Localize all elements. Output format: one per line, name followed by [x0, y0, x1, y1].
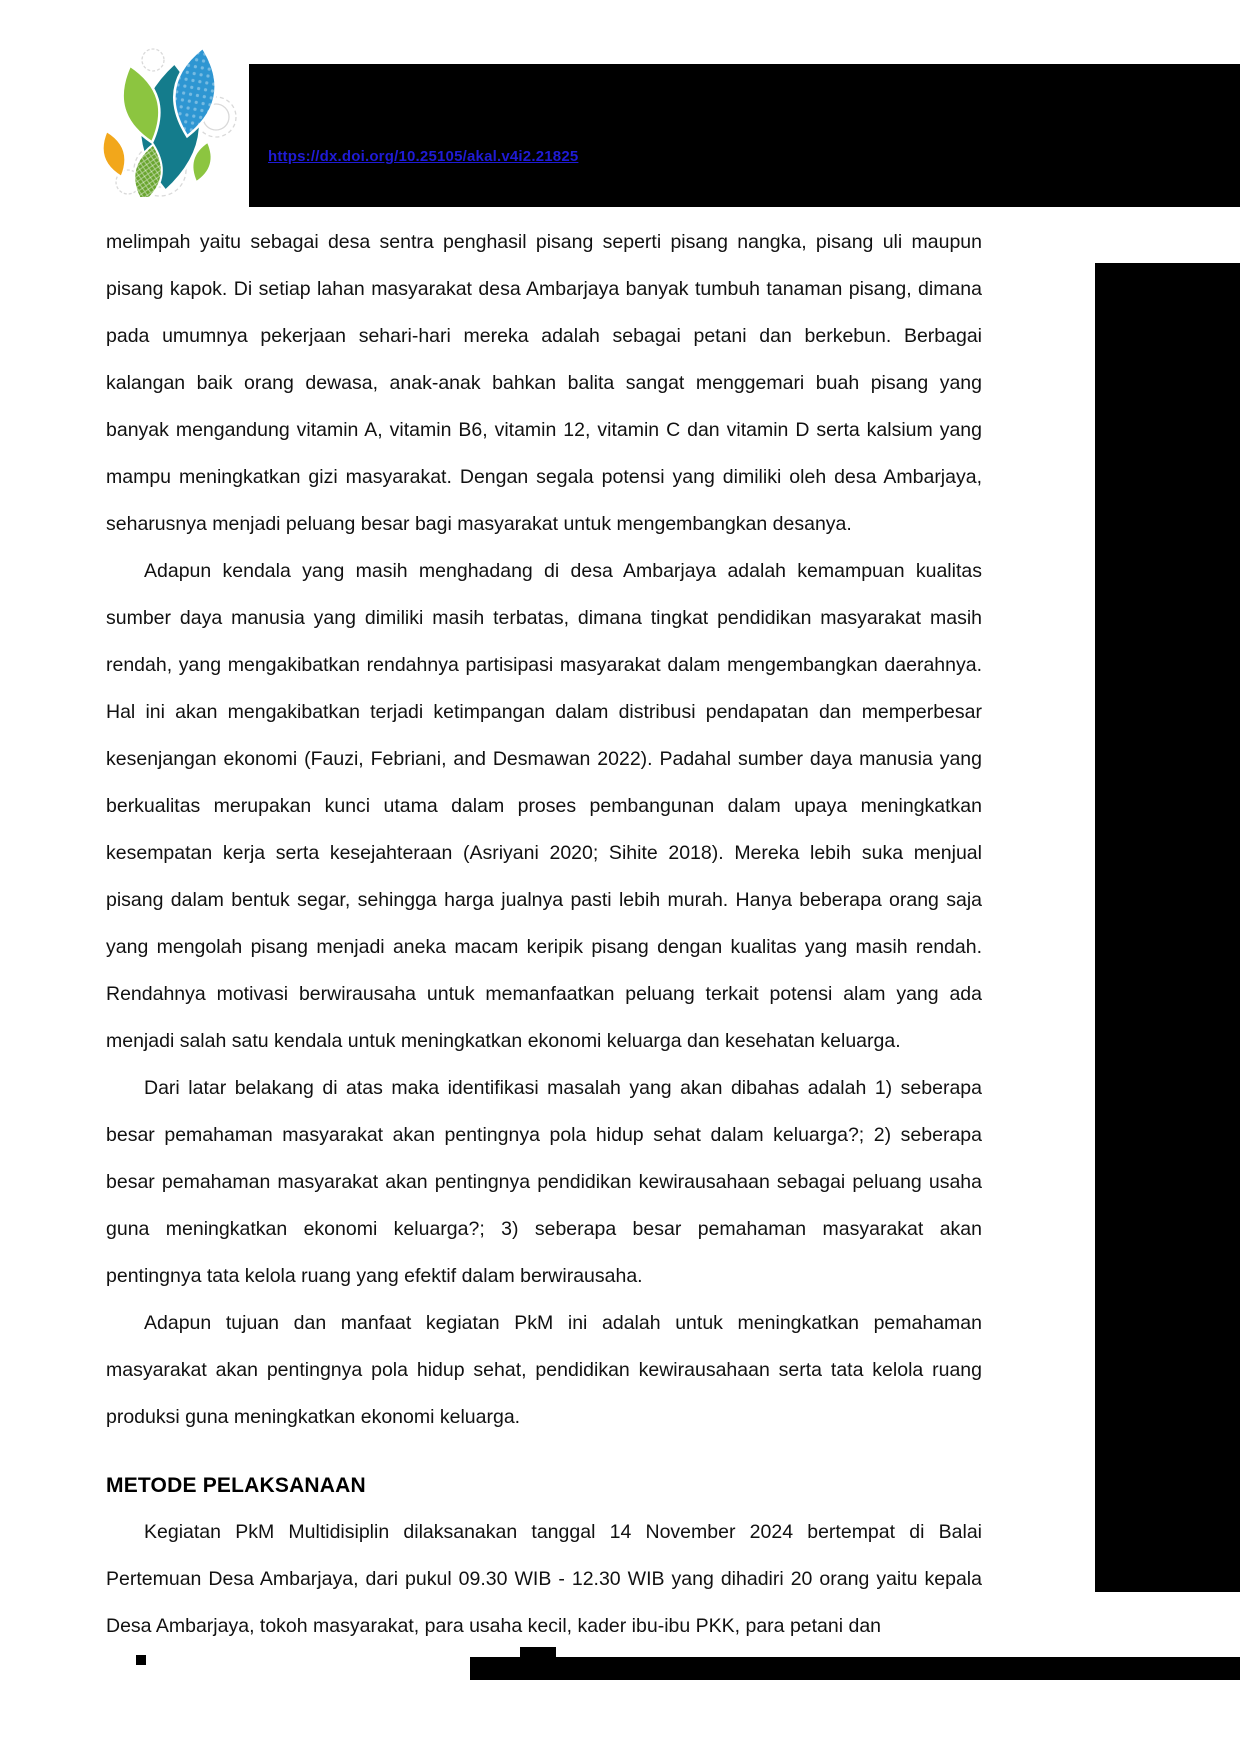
paragraph-kendala: Adapun kendala yang masih menghadang di desa Ambarjaya adalah kemampuan kualitas sumber daya manusia yang dimiliki masih terbatas, dimana tingkat pendidikan masyarakat masih rendah, yang mengakibatkan rendahnya partisipasi masyarakat dalam mengembangkan daerahnya. Hal ini akan mengakibatkan terjadi ketimpangan dalam distribusi pendapatan dan memperbesar kesenjangan ekonomi (Fauzi, Febriani, and Desmawan 2022). Padahal sumber daya manusia yang berkualitas merupakan kunci utama dalam proses pembangunan dalam upaya meningkatkan kesempatan kerja serta kesejahteraan (Asriyani 2020; Sihite 2018). Mereka lebih suka menjual pisang dalam bentuk segar, sehingga harga jualnya pasti lebih murah. Hanya beberapa orang saja yang mengolah pisang menjadi aneka macam keripik pisang dengan kualitas yang masih rendah. Rendahnya motivasi berwirausaha untuk memanfaatkan peluang terkait potensi alam yang ada menjadi salah satu kendala untuk meningkatkan ekonomi keluarga dan kesehatan keluarga.: [106, 560, 982, 1052]
journal-logo-icon: [98, 42, 248, 197]
redaction-bar-bottom: [470, 1657, 1240, 1680]
paragraph-metode: Kegiatan PkM Multidisiplin dilaksanakan tanggal 14 November 2024 bertempat di Balai Pertemuan Desa Ambarjaya, dari pukul 09.30 WIB - 12.30 WIB yang dihadiri 20 orang yaitu kepala Desa Ambarjaya, tokoh masyarakat, para usaha kecil, kader ibu-ibu PKK, para petani dan: [106, 1521, 982, 1637]
footer-mark: [136, 1655, 146, 1665]
leaf-logo-icon: [98, 42, 248, 197]
paragraph-intro-continuation: melimpah yaitu sebagai desa sentra penghasil pisang seperti pisang nangka, pisang uli maupun pisang kapok. Di setiap lahan masyarakat desa Ambarjaya banyak tumbuh tanaman pisang, dimana pada umumnya pekerjaan sehari-hari mereka adalah sebagai petani dan berkebun. Berbagai kalangan baik orang dewasa, anak-anak bahkan balita sangat menggemari buah pisang yang banyak mengandung vitamin A, vitamin B6, vitamin 12, vitamin C dan vitamin D serta kalsium yang mampu meningkatkan gizi masyarakat. Dengan segala potensi yang dimiliki oleh desa Ambarjaya, seharusnya menjadi peluang besar bagi masyarakat untuk mengembangkan desanya.: [106, 231, 982, 535]
header-banner: [249, 64, 1240, 207]
yellow-leaf: [98, 128, 131, 180]
section-heading-metode-pelaksanaan: METODE PELAKSANAAN: [106, 1474, 366, 1497]
redaction-bar-right: [1095, 263, 1240, 1592]
paragraph-tujuan-manfaat: Adapun tujuan dan manfaat kegiatan PkM ini adalah untuk meningkatkan pemahaman masyarakat akan pentingnya pola hidup sehat, pendidikan kewirausahaan serta tata kelola ruang produksi guna meningkatkan ekonomi keluarga.: [106, 1312, 982, 1428]
paragraph-identifikasi-masalah: Dari latar belakang di atas maka identifikasi masalah yang akan dibahas adalah 1) seberapa besar pemahaman masyarakat akan pentingnya pola hidup sehat dalam keluarga?; 2) seberapa besar pemahaman masyarakat akan pentingnya pendidikan kewirausahaan sebagai peluang usaha guna meningkatkan ekonomi keluarga?; 3) seberapa besar pemahaman masyarakat akan pentingnya tata kelola ruang yang efektif dalam berwirausaha.: [106, 1077, 982, 1287]
redaction-bar-notch: [520, 1647, 556, 1659]
article-body: [106, 219, 982, 1650]
doi-link[interactable]: https://dx.doi.org/10.25105/akal.v4i2.21825: [268, 148, 579, 165]
